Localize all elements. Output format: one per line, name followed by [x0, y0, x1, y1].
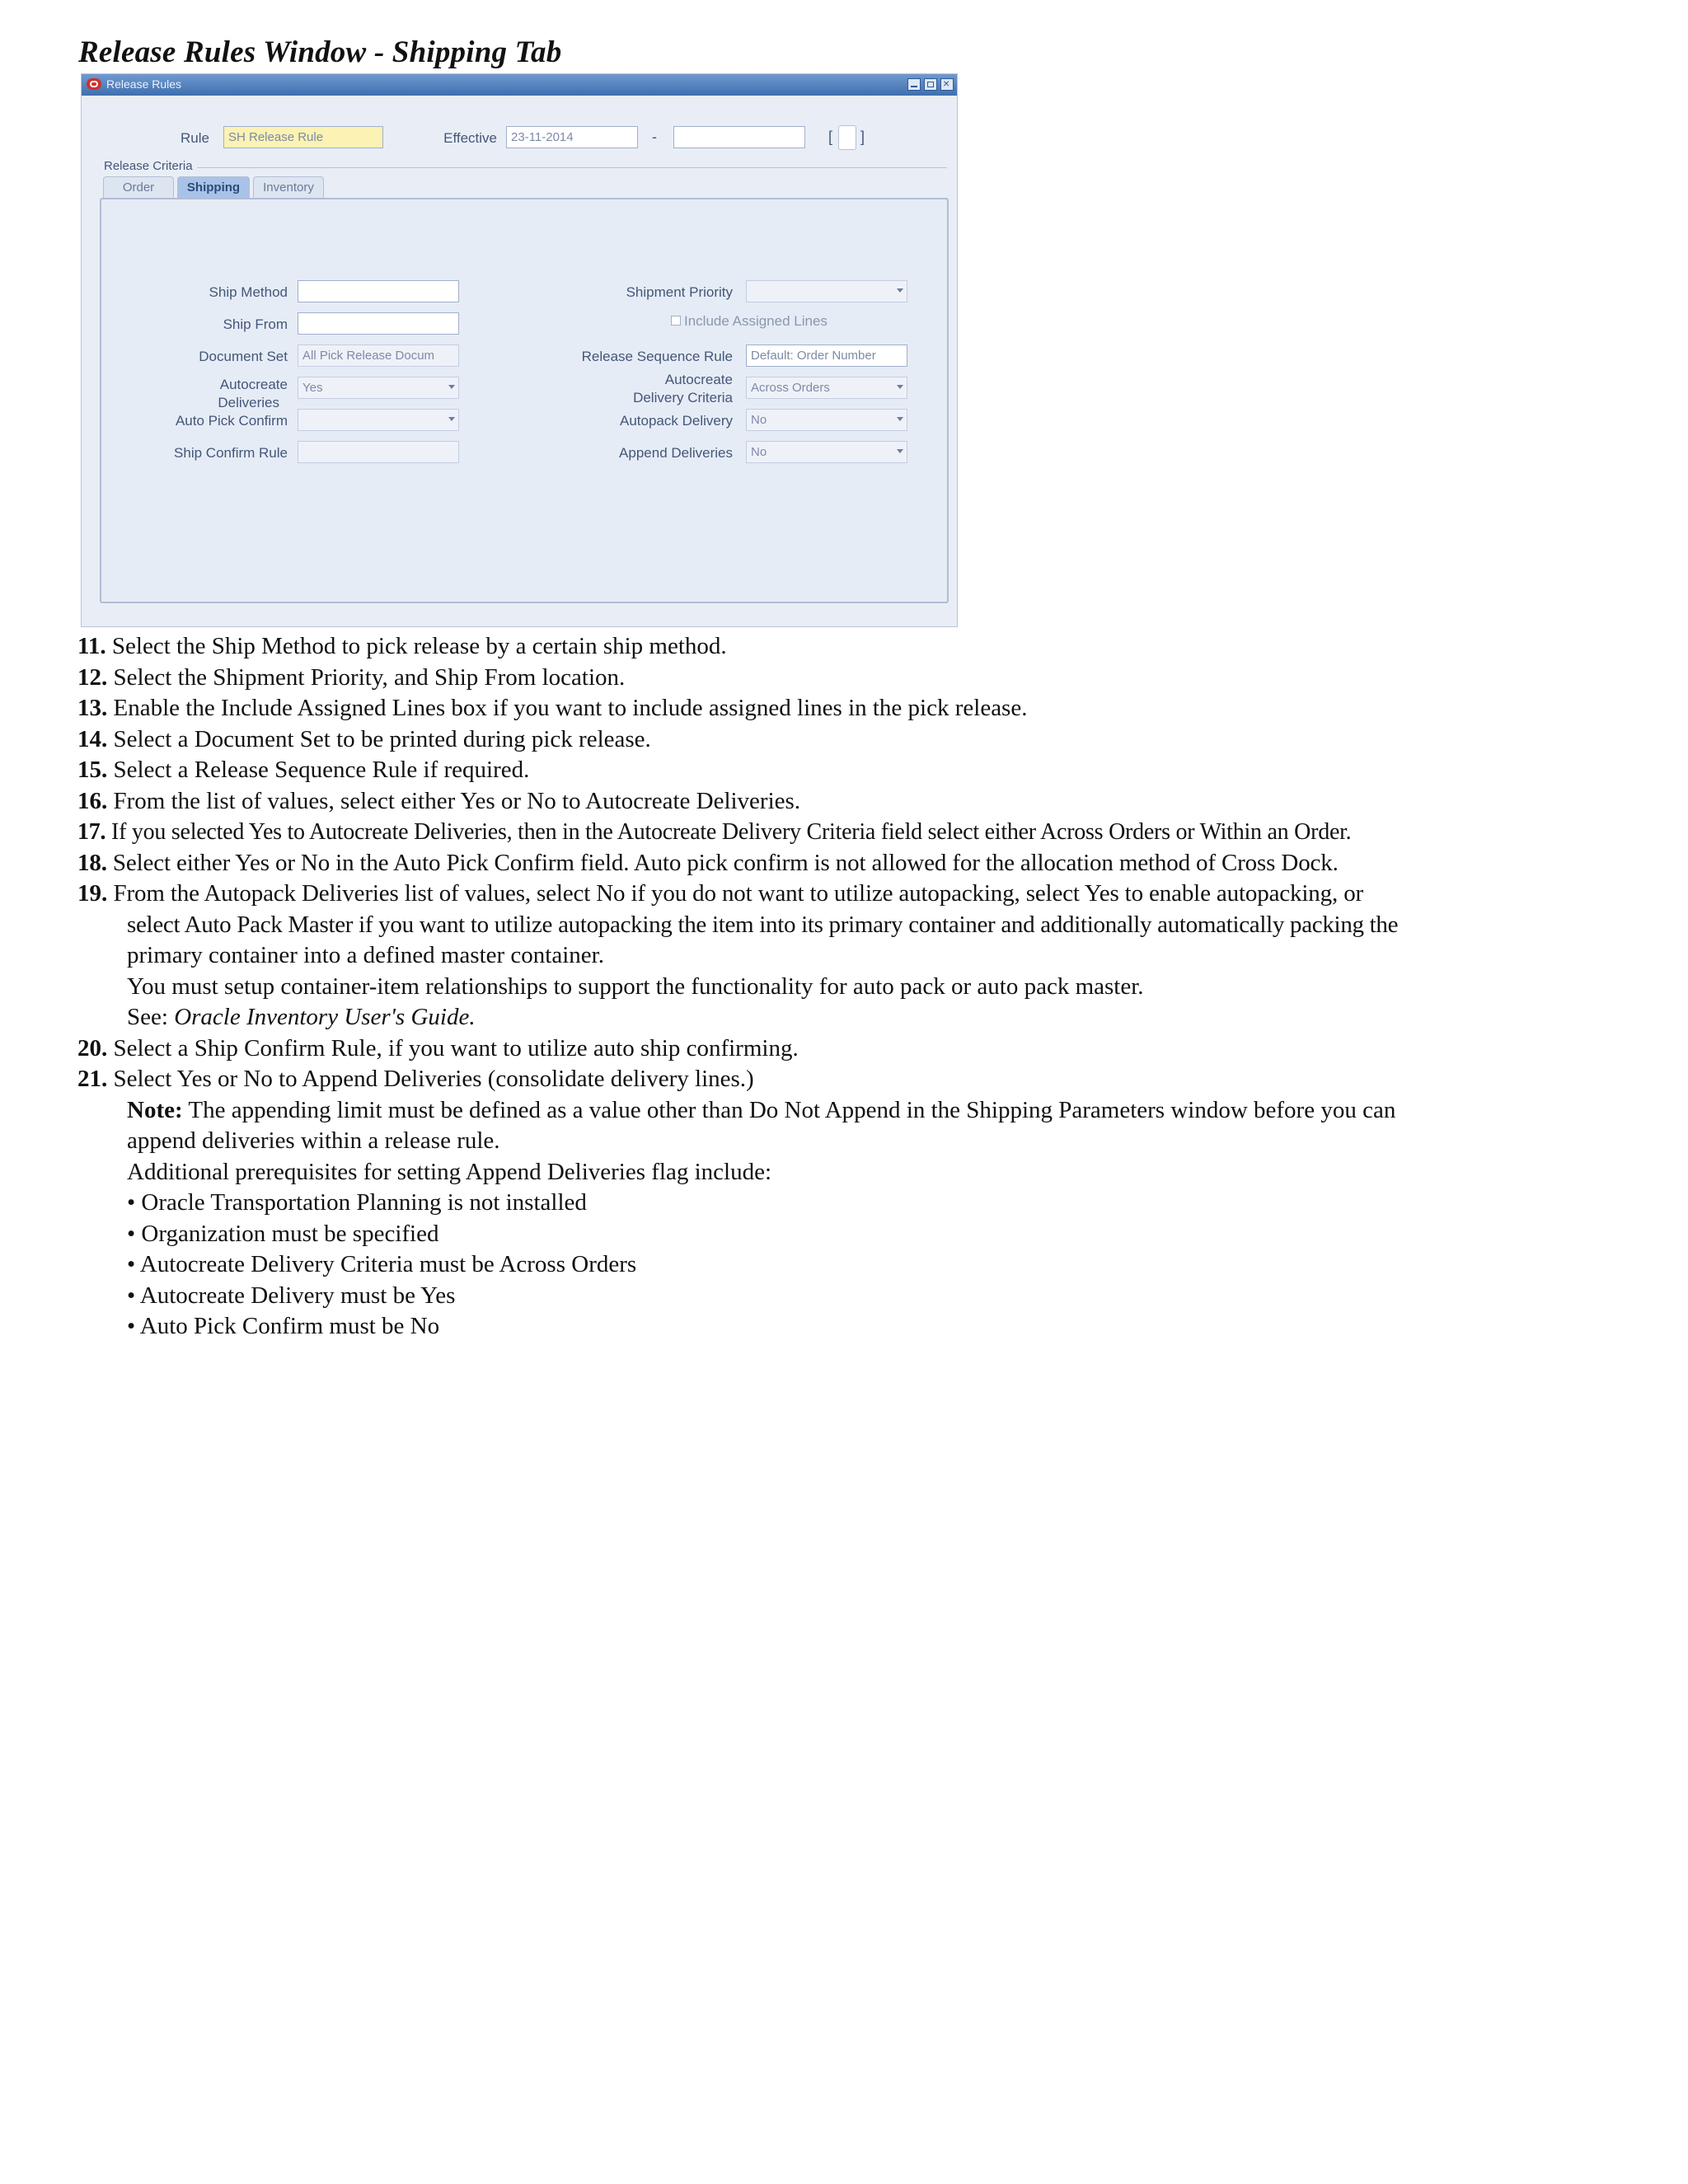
step-number: 19.: [77, 880, 108, 907]
step-text: If you selected Yes to Autocreate Deliveries, then in the Autocreate Delivery Criteria field select either Across Orders or Within an Order.: [111, 819, 1352, 845]
step-text-line2: select Auto Pack Master if you want to utilize autopacking the item into its primary container and additionally automatically packing the: [127, 911, 1399, 938]
autocreate-deliveries-label-line2: Deliveries: [218, 395, 279, 410]
auto-pick-confirm-select[interactable]: [298, 409, 459, 431]
effective-from-field[interactable]: 23-11-2014: [506, 126, 638, 148]
release-sequence-rule-label: Release Sequence Rule: [581, 349, 733, 364]
step-text: Select either Yes or No in the Auto Pick Confirm field. Auto pick confirm is not allowed for the allocation method of Cross Dock.: [112, 849, 1339, 876]
step-number: 12.: [77, 663, 108, 691]
step-15: [77, 755, 1660, 786]
step-text: Enable the Include Assigned Lines box if you want to include assigned lines in the pick release.: [113, 695, 1028, 721]
chevron-down-icon: [897, 288, 903, 293]
see-label: See:: [127, 1004, 175, 1030]
window-titlebar: [82, 74, 957, 96]
step-number: 21.: [77, 1066, 108, 1092]
prerequisite-bullet: • Auto Pick Confirm must be No: [127, 1313, 440, 1339]
autocreate-deliveries-label-line1: Autocreate: [219, 377, 288, 392]
rule-field[interactable]: SH Release Rule: [223, 126, 383, 148]
step-14: [77, 724, 1660, 756]
step-text: Select a Document Set to be printed during pick release.: [113, 725, 651, 752]
autopack-delivery-select[interactable]: [746, 409, 907, 431]
release-criteria-label: Release Criteria: [104, 159, 193, 173]
prerequisite-bullet: • Autocreate Delivery must be Yes: [127, 1282, 456, 1309]
ship-confirm-rule-label: Ship Confirm Rule: [174, 445, 288, 461]
oracle-logo-icon: [87, 78, 101, 90]
autocreate-delivery-criteria-label-line1: Autocreate: [664, 372, 733, 387]
instruction-steps: [77, 631, 1660, 1343]
prerequisite-bullet: • Autocreate Delivery Criteria must be Across Orders: [127, 1251, 637, 1277]
maximize-icon[interactable]: [924, 78, 937, 91]
reference-title: Oracle Inventory User's Guide.: [174, 1004, 476, 1030]
note-line1: [127, 1095, 1660, 1127]
see-also-line: [127, 1002, 1660, 1033]
step-12: [77, 663, 1660, 694]
note-text: The appending limit must be defined as a value other than Do Not Append in the Shipping Parameters window before you can: [182, 1096, 1396, 1123]
step-number: 11.: [77, 633, 106, 659]
ship-confirm-rule-field[interactable]: [298, 441, 459, 463]
step-text-line4: You must setup container-item relationships to support the functionality for auto pack or auto pack master.: [127, 972, 1144, 1000]
release-rules-window: [81, 73, 958, 627]
note-label: Note:: [127, 1096, 183, 1123]
step-text: From the list of values, select either Yes or No to Autocreate Deliveries.: [113, 787, 801, 814]
flex-open-bracket: [: [828, 129, 833, 145]
tab-inventory[interactable]: Inventory: [253, 176, 324, 198]
step-text-line3: primary container into a defined master container.: [127, 942, 604, 968]
step-number: 14.: [77, 725, 108, 752]
step-11: [77, 631, 1660, 663]
shipment-priority-select[interactable]: [746, 280, 907, 302]
close-icon[interactable]: [940, 78, 954, 91]
document-set-field[interactable]: All Pick Release Docum: [298, 344, 459, 367]
step-text: Select Yes or No to Append Deliveries (consolidate delivery lines.): [113, 1066, 754, 1092]
ship-method-label: Ship Method: [209, 284, 288, 300]
step-text: Select a Ship Confirm Rule, if you want to utilize auto ship confirming.: [113, 1034, 799, 1062]
step-text: Select the Ship Method to pick release by a certain ship method.: [111, 633, 727, 659]
step-text: Select a Release Sequence Rule if required.: [113, 757, 530, 783]
chevron-down-icon: [897, 385, 903, 389]
minimize-icon[interactable]: [907, 78, 921, 91]
step-18: [77, 848, 1660, 879]
step-20: [77, 1033, 1660, 1065]
note-line2: append deliveries within a release rule.: [127, 1127, 500, 1154]
autocreate-delivery-criteria-value: Across Orders: [751, 381, 830, 395]
autocreate-deliveries-value: Yes: [302, 381, 323, 395]
ship-from-field[interactable]: [298, 312, 459, 335]
step-number: 20.: [77, 1034, 108, 1062]
chevron-down-icon: [897, 449, 903, 453]
effective-date-separator: -: [652, 129, 657, 145]
descriptive-flexfield[interactable]: [838, 125, 856, 150]
ship-from-label: Ship From: [223, 316, 288, 332]
step-17: [77, 817, 1660, 848]
step-text-line1: From the Autopack Deliveries list of values, select No if you do not want to utilize autopacking, select Yes to enable autopacking, or: [113, 880, 1364, 907]
autocreate-delivery-criteria-select[interactable]: [746, 377, 907, 399]
step-number: 18.: [77, 849, 107, 876]
step-19: [77, 879, 1660, 1033]
shipment-priority-label: Shipment Priority: [626, 284, 733, 300]
step-text: Select the Shipment Priority, and Ship From location.: [113, 663, 626, 691]
ship-method-field[interactable]: [298, 280, 459, 302]
prerequisite-bullet: • Organization must be specified: [127, 1220, 439, 1247]
include-assigned-lines-label: Include Assigned Lines: [684, 313, 828, 329]
autopack-delivery-value: No: [751, 413, 767, 427]
append-deliveries-label: Append Deliveries: [619, 445, 733, 461]
tab-shipping[interactable]: Shipping: [177, 176, 250, 198]
auto-pick-confirm-label: Auto Pick Confirm: [175, 413, 288, 429]
step-13: [77, 693, 1660, 724]
document-set-label: Document Set: [199, 349, 288, 364]
step-number: 17.: [77, 819, 106, 845]
release-sequence-rule-field[interactable]: Default: Order Number: [746, 344, 907, 367]
window-title: Release Rules: [106, 77, 182, 91]
autopack-delivery-label: Autopack Delivery: [619, 413, 733, 429]
chevron-down-icon: [448, 385, 455, 389]
effective-to-field[interactable]: [673, 126, 805, 148]
autocreate-delivery-criteria-label-line2: Delivery Criteria: [633, 390, 733, 405]
effective-label: Effective: [443, 130, 497, 146]
step-21: [77, 1064, 1660, 1343]
document-heading: Release Rules Window - Shipping Tab: [78, 35, 562, 69]
step-16: [77, 786, 1660, 818]
append-deliveries-value: No: [751, 445, 767, 459]
append-deliveries-select[interactable]: [746, 441, 907, 463]
step-number: 15.: [77, 757, 108, 783]
include-assigned-lines-checkbox[interactable]: [671, 316, 681, 326]
step-number: 13.: [77, 695, 108, 721]
prerequisite-bullet: • Oracle Transportation Planning is not installed: [127, 1189, 587, 1216]
autocreate-deliveries-select[interactable]: [298, 377, 459, 399]
chevron-down-icon: [897, 417, 903, 421]
prerequisites-intro: Additional prerequisites for setting Append Deliveries flag include:: [127, 1158, 771, 1185]
rule-label: Rule: [181, 130, 209, 146]
flex-close-bracket: ]: [860, 129, 865, 145]
step-number: 16.: [77, 787, 108, 814]
section-divider: [197, 167, 947, 168]
tab-order[interactable]: Order: [103, 176, 174, 198]
chevron-down-icon: [448, 417, 455, 421]
